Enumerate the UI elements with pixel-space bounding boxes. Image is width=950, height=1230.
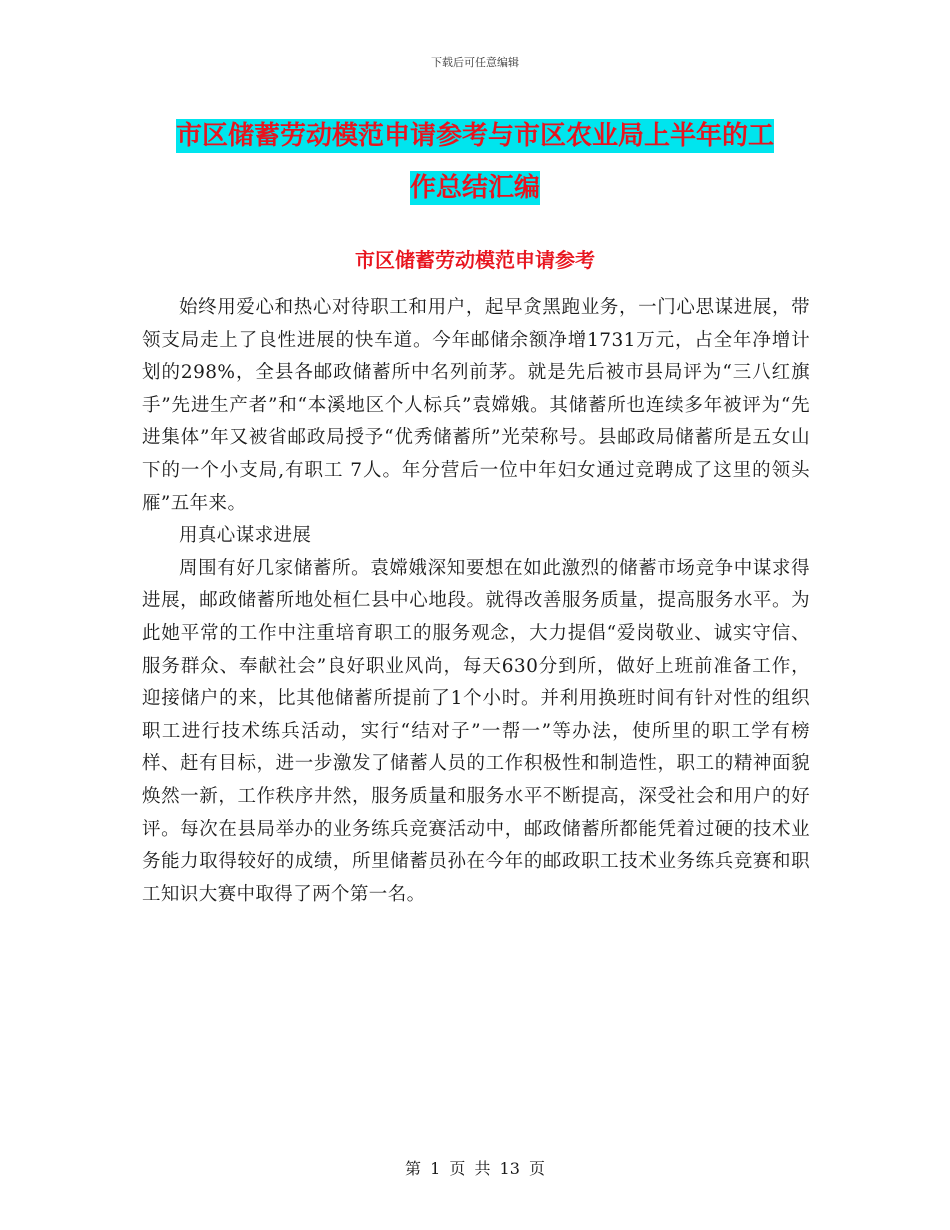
paragraph: 周围有好几家储蓄所。袁嫦娥深知要想在如此激烈的储蓄市场竞争中谋求得进展，邮政储蓄所地处桓仁县中心地段。就得改善服务质量，提高服务水平。为此她平常的工作中注重培育职工的服务观念，大力提倡“爱岗敬业、诚实守信、服务群众、奉献社会”良好职业风尚，每天630分到所，做好上班前准备工作，迎接储户的来，比其他储蓄所提前了1个小时。并利用换班时间有针对性的组织职工进行技术练兵活动，实行“结对子”一帮一”等办法，使所里的职工学有榜样、赶有目标，进一步激发了储蓄人员的工作积极性和制造性，职工的精神面貌焕然一新，工作秩序井然，服务质量和服务水平不断提高，深受社会和用户的好评。每次在县局举办的业务练兵竞赛活动中，邮政储蓄所都能凭着过硬的技术业务能力取得较好的成绩，所里储蓄员孙在今年的邮政职工技术业务练兵竞赛和职工知识大赛中取得了两个第一名。 (142, 557, 810, 905)
section-title: 市区储蓄劳动模范申请参考 (355, 248, 595, 272)
document-title-line-1: 市区储蓄劳动模范申请参考与市区农业局上半年的工 (175, 121, 774, 151)
paragraph-subheading: 用真心谋求进展 (179, 525, 312, 547)
header-note: 下载后可任意编辑 (431, 56, 519, 69)
body-text (142, 292, 810, 911)
paragraph: 始终用爱心和热心对待职工和用户，起早贪黑跑业务，一门心思谋进展，带领支局走上了良性进展的快车道。今年邮储余额净增1731万元，占全年净增计划的298%，全县各邮政储蓄所中名列前茅。就是先后被市县局评为“三八红旗手”先进生产者”和“本溪地区个人标兵”袁嫦娥。其储蓄所也连续多年被评为“先进集体”年又被省邮政局授予“优秀储蓄所”光荣称号。县邮政局储蓄所是五女山下的一个小支局,有职工 7人。年分营后一位中年妇女通过竞聘成了这里的领头雁”五年来。 (142, 297, 810, 514)
document-title-line-2: 作总结汇编 (409, 173, 540, 203)
page-number: 第 1 页 共 13 页 (405, 1159, 545, 1178)
document-title (140, 110, 810, 214)
